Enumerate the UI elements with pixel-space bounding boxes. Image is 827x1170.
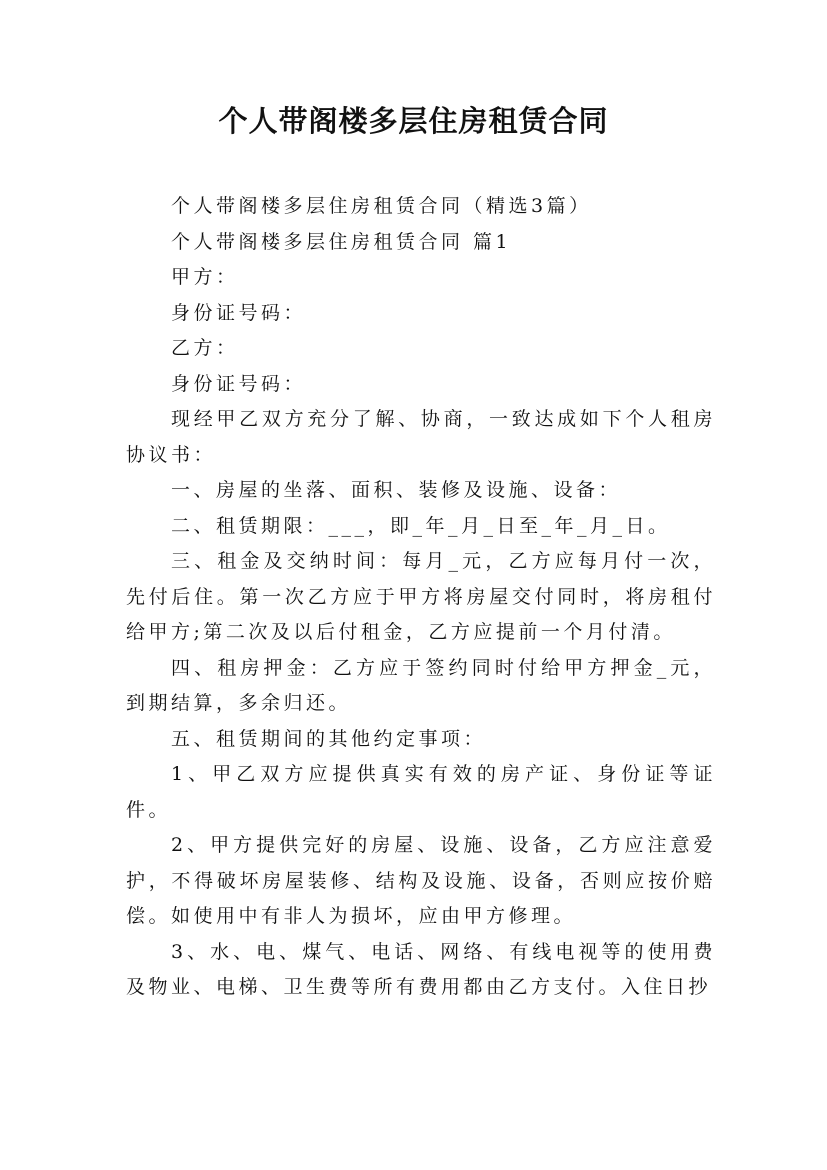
paragraph-party-b-id: 身份证号码： bbox=[171, 372, 307, 395]
paragraph-heading-collection: 个人带阁楼多层住房租赁合同（精选3篇） bbox=[171, 195, 592, 217]
document-title: 个人带阁楼多层住房租赁合同 bbox=[218, 104, 609, 138]
paragraph-item-2: 2、甲方提供完好的房屋、设施、设备，乙方应注意爱护，不得破坏房屋装修、结构及设施、设备，否则应按价赔偿。如使用中有非人为损坏，应由甲方修理。 bbox=[126, 834, 716, 927]
paragraph-agreement-intro: 现经甲乙双方充分了解、协商，一致达成如下个人租房协议书： bbox=[126, 408, 716, 466]
paragraph-party-a: 甲方： bbox=[171, 266, 239, 288]
paragraph-party-a-id: 身份证号码： bbox=[171, 301, 307, 324]
paragraph-heading-part1: 个人带阁楼多层住房租赁合同 篇1 bbox=[171, 230, 512, 253]
document-body bbox=[126, 189, 716, 1006]
paragraph-party-b: 乙方： bbox=[171, 337, 239, 359]
paragraph-clause-3: 三、租金及交纳时间：每月_元，乙方应每月付一次，先付后住。第一次乙方应于甲方将房屋交付同时，将房租付给甲方;第二次及以后付租金，乙方应提前一个月付清。 bbox=[126, 550, 716, 643]
paragraph-clause-5: 五、租赁期间的其他约定事项： bbox=[171, 727, 487, 750]
paragraph-clause-1: 一、房屋的坐落、面积、装修及设施、设备： bbox=[171, 479, 622, 501]
paragraph-clause-2: 二、租赁期限：___，即_年_月_日至_年_月_日。 bbox=[171, 514, 671, 537]
paragraph-clause-4: 四、租房押金：乙方应于签约同时付给甲方押金_元，到期结算，多余归还。 bbox=[126, 656, 716, 714]
paragraph-item-3: 3、水、电、煤气、电话、网络、有线电视等的使用费及物业、电梯、卫生费等所有费用都由乙方支付。入住日抄 bbox=[126, 940, 716, 998]
paragraph-item-1: 1、甲乙双方应提供真实有效的房产证、身份证等证件。 bbox=[126, 763, 716, 821]
